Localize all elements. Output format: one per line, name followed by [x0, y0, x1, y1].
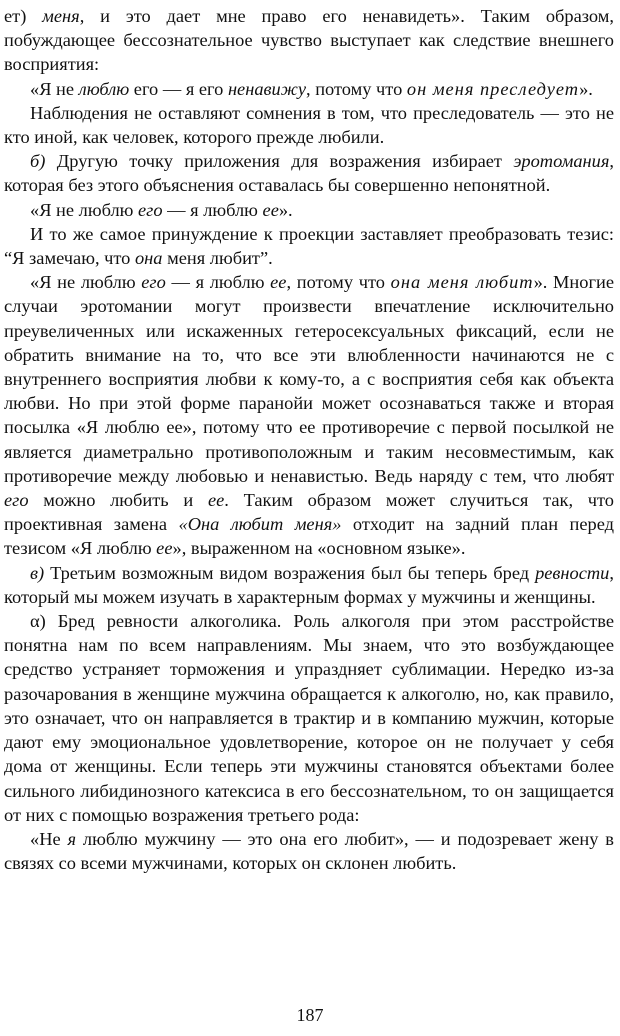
text-run: — я люблю: [165, 272, 271, 293]
italic-text: ее: [156, 538, 173, 559]
page-number: 187: [296, 1005, 324, 1025]
italic-text: б): [30, 151, 46, 172]
text-run: ».: [278, 199, 293, 220]
text-run: его — я его: [129, 78, 228, 99]
text-run: , потому что: [286, 272, 391, 293]
italic-text: люблю: [78, 78, 130, 99]
text-run: «Я не люблю: [30, 272, 142, 293]
italic-text: его: [141, 272, 166, 293]
text-run: И то же самое принуждение к проекции заставляет преобразовать тезис: “Я замечаю, что: [4, 223, 614, 269]
text-run: «Я не люблю: [30, 199, 138, 220]
text-run: , потому что: [306, 78, 407, 99]
italic-text: эротомания: [513, 151, 610, 172]
text-run: ».: [579, 78, 593, 99]
text-run: отходит на задний план перед тезисом «Я люблю: [4, 514, 614, 559]
italic-text: ее: [207, 490, 225, 511]
text-run: Наблюдения не оставляют сомнения в том, что преследователь — это не кто иной, как человек, которого прежде любили.: [4, 102, 614, 148]
paragraph: [4, 77, 614, 101]
italic-text: он меня преследует: [406, 78, 580, 99]
paragraph: [4, 827, 614, 875]
italic-text: ее: [262, 199, 279, 220]
italic-text: ненавижу: [227, 78, 306, 99]
text-run: «Я не: [30, 78, 79, 99]
text-run: Другую точку приложения для возражения избирает: [45, 151, 514, 172]
paragraph: [4, 4, 614, 77]
italic-text: она: [134, 248, 163, 269]
italic-text: его: [4, 490, 29, 511]
paragraph: [4, 198, 614, 222]
paragraph: [4, 222, 614, 270]
paragraph: [4, 561, 614, 609]
page-text-body: [4, 4, 614, 875]
italic-text: меня: [42, 6, 80, 26]
text-run: — я люблю: [162, 199, 263, 220]
text-run: ет): [4, 6, 43, 26]
paragraph: [4, 270, 614, 560]
italic-text: ревности: [535, 562, 610, 583]
text-run: меня любит”.: [162, 248, 273, 269]
text-run: люблю мужчину — это она его любит», — и подозревает жену в связях со всеми мужчинами, которых он склонен любить.: [4, 828, 614, 874]
text-run: Третьим возможным видом возражения был бы теперь бред: [44, 562, 536, 583]
italic-text: я: [67, 828, 77, 849]
text-run: α) Бред ревности алкоголика. Роль алкоголя при этом расстройстве понятна нам по всем направлениям. Мы знаем, что это возбуждающее средство устраняет торможения и упраздняет сублимации. Нередко из-за разочарования в женщине мужчина обращается к алкоголю, но, как правило, это означает, что он направляется в трактир и в компанию мужчин, которые дают ему эмоциональное удовлетворение, которое он не получает у себя дома от женщины. Если теперь эти мужчины становятся объектами более сильного либидинозного катексиса в его бессознательном, то он защищается от них с помощью возражения третьего рода:: [4, 611, 614, 825]
italic-text: она меня любит: [390, 272, 534, 293]
text-run: . Таким образом может случиться так, что проективная замена: [4, 490, 614, 535]
text-run: ». Многие случаи эротомании могут произвести впечатление исключительно преувеличенных или искаженных гетеросексуальных фиксаций, если не обратить внимание на то, что все эти влюбленности начинаются не с внутреннего восприятия любви к кому-то, а с восприятия себя как объекта любви. Но при этой форме паранойи может осознаваться также и вторая посылка «Я люблю ее», потому что ее противоречие с первой посылкой не является диаметрально противоположным и таким несовместимым, как противоречие между любовью и ненавистью. Ведь наряду с тем, что любят: [4, 272, 614, 486]
paragraph: [4, 149, 614, 197]
italic-text: в): [30, 562, 45, 583]
paragraph: [4, 609, 614, 827]
text-run: , который мы можем изучать в характерным формах у мужчины и женщины.: [4, 562, 614, 607]
paragraph: [4, 101, 614, 149]
italic-text: ее: [270, 272, 287, 293]
italic-text: «Она любит меня»: [178, 514, 342, 535]
text-run: можно любить и: [28, 490, 208, 511]
text-run: », выраженном на «основном языке».: [172, 538, 466, 559]
text-run: «Не: [30, 828, 68, 849]
text-run: , которая без этого объяснения оставалась бы совершенно непонятной.: [4, 151, 614, 196]
italic-text: его: [138, 199, 163, 220]
text-run: , и это дает мне право его ненавидеть». Таким образом, побуждающее бессознательное чувство выступает как следствие внешнего восприятия:: [4, 6, 615, 75]
